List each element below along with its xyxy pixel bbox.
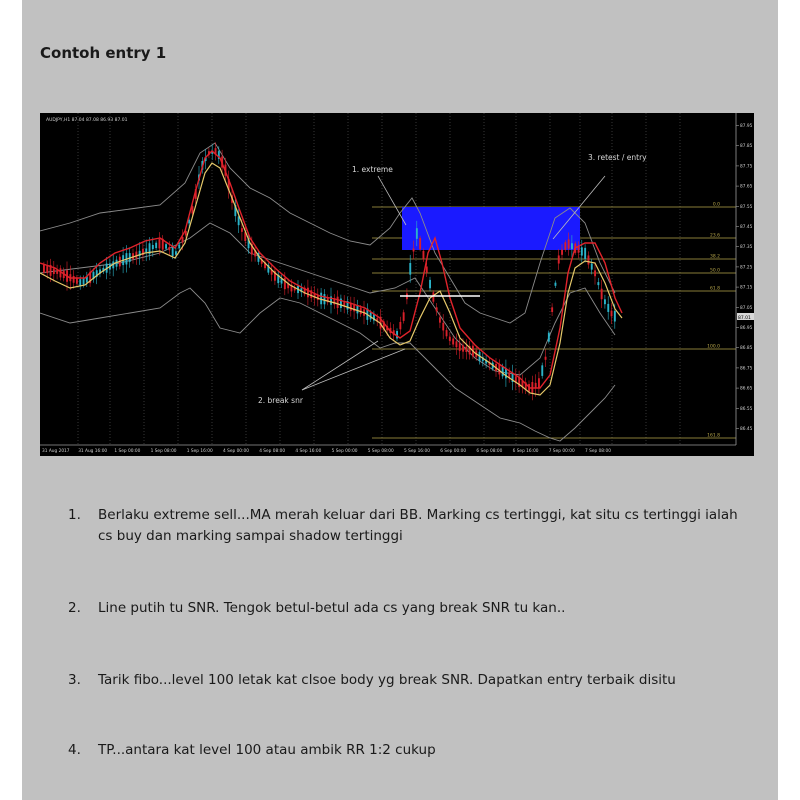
bear-candle (241, 228, 243, 232)
price-label: 86.55 (740, 406, 753, 412)
bull-candle (83, 278, 85, 284)
bull-candle (614, 311, 616, 322)
price-label: 87.25 (740, 265, 753, 271)
bear-candle (353, 305, 355, 312)
bear-candle (535, 383, 537, 388)
extreme-zone (402, 207, 580, 250)
bear-candle (426, 266, 428, 272)
bear-candle (551, 307, 553, 312)
price-label: 86.85 (740, 346, 753, 352)
price-label: 87.35 (740, 245, 753, 251)
symbol-header: AUDJPY,H1 87.04 87.08 86.93 87.01 (46, 118, 128, 123)
fib-level-label: 100.0 (707, 344, 720, 350)
bear-candle (452, 339, 454, 345)
fib-level-label: 0.0 (712, 202, 720, 208)
annotation-retest-entry: 3. retest / entry (588, 153, 647, 162)
bear-candle (568, 239, 570, 248)
fib-level-label: 23.6 (709, 233, 720, 239)
bear-candle (442, 323, 444, 331)
time-label: 6 Sep 00:00 (440, 449, 467, 454)
list-item: 2. Line putih tu SNR. Tengok betul-betul ada cs yang break SNR tu kan.. (68, 600, 566, 616)
time-label: 6 Sep 08:00 (476, 449, 503, 454)
bollinger-bands (40, 143, 615, 441)
price-label: 87.45 (740, 225, 753, 230)
bull-candle (165, 244, 167, 249)
bear-candle (449, 337, 451, 341)
time-scale-labels (42, 448, 611, 454)
list-item: 1. Berlaku extreme sell...MA merah keluar dari BB. Marking cs tertinggi, kat situ cs tertinggi ialah cs buy dan marking sampai shadow tertinggi (68, 507, 738, 544)
bear-candle (73, 276, 75, 283)
fib-level-label: 161.8 (707, 433, 720, 439)
bear-candle (53, 268, 55, 274)
list-item: 3. Tarik fibo...level 100 letak kat clsoe body yg break SNR. Dapatkan entry terbaik disitu (68, 672, 676, 688)
bear-candle (419, 238, 421, 249)
time-label: 4 Sep 08:00 (259, 449, 286, 454)
bull-candle (591, 264, 593, 270)
bull-candle (416, 228, 418, 239)
time-label: 1 Sep 08:00 (150, 449, 177, 454)
bull-candle (541, 365, 543, 376)
bear-candle (159, 239, 161, 248)
bear-candle (588, 255, 590, 264)
price-label: 87.85 (740, 144, 753, 150)
bull-candle (607, 304, 609, 312)
price-label: 87.55 (740, 204, 753, 210)
bull-candle (145, 248, 147, 252)
time-label: 31 Aug 2017 (42, 449, 70, 454)
bear-candle (46, 266, 48, 273)
bull-candle (429, 280, 431, 288)
bear-candle (413, 248, 415, 251)
bear-candle (462, 345, 464, 351)
bull-candle (502, 366, 504, 376)
bear-candle (561, 250, 563, 255)
price-label: 87.75 (740, 164, 753, 170)
bear-candle (56, 270, 58, 274)
price-label: 87.15 (740, 285, 753, 291)
annotation-break-snr: 2. break snr (258, 396, 303, 405)
bear-candle (545, 357, 547, 360)
fib-level-label: 50.0 (709, 268, 720, 274)
bear-candle (456, 341, 458, 347)
bull-candle (175, 251, 177, 254)
bull-candle (152, 245, 154, 249)
bear-candle (423, 251, 425, 260)
time-label: 31 Aug 16:00 (78, 449, 108, 454)
price-chart (40, 113, 754, 456)
time-label: 1 Sep 00:00 (114, 449, 141, 454)
bull-candle (155, 243, 157, 248)
time-label: 5 Sep 00:00 (331, 449, 358, 454)
time-label: 4 Sep 00:00 (223, 449, 249, 454)
ma-red-line (40, 151, 622, 388)
ma-yellow-line (40, 163, 622, 395)
bull-candle (548, 333, 550, 342)
time-label: 1 Sep 16:00 (186, 449, 213, 454)
bear-candle (538, 378, 540, 388)
break-snr-pointer-1 (302, 341, 378, 390)
time-label: 5 Sep 08:00 (367, 449, 394, 454)
bull-candle (178, 245, 180, 249)
bull-candle (571, 243, 573, 249)
bear-candle (439, 317, 441, 322)
bear-candle (594, 270, 596, 276)
bear-candle (578, 247, 580, 253)
price-label: 87.95 (740, 124, 753, 129)
bear-candle (465, 347, 467, 352)
price-label: 86.75 (740, 366, 753, 372)
price-label: 86.65 (740, 386, 753, 392)
time-label: 7 Sep 00:00 (548, 449, 575, 454)
fib-level-label: 61.8 (709, 286, 720, 292)
page-title: Contoh entry 1 (40, 44, 167, 62)
bear-candle (76, 278, 78, 284)
bear-candle (168, 247, 170, 250)
bb-lower (40, 288, 615, 441)
bull-candle (357, 306, 359, 314)
bear-candle (459, 343, 461, 351)
bull-candle (324, 294, 326, 304)
time-label: 7 Sep 08:00 (585, 449, 611, 454)
bull-candle (79, 279, 81, 286)
current-price-label: 87.01 (738, 316, 751, 321)
list-item: 4. TP...antara kat level 100 atau ambik RR 1:2 cukup (68, 742, 436, 758)
break-snr-pointer-2 (302, 349, 405, 390)
vertical-gridlines (78, 113, 680, 445)
bull-candle (581, 247, 583, 255)
bear-candle (307, 288, 309, 298)
bull-candle (320, 293, 322, 305)
bear-candle (182, 237, 184, 243)
bull-candle (555, 283, 557, 286)
bear-candle (564, 242, 566, 249)
time-label: 4 Sep 16:00 (295, 449, 322, 454)
bull-candle (281, 279, 283, 284)
candlestick-chart-svg (40, 113, 754, 456)
bear-candle (558, 255, 560, 263)
bull-candle (584, 248, 586, 259)
bear-candle (43, 265, 45, 273)
candlesticks (43, 142, 616, 400)
bear-candle (611, 311, 613, 317)
fib-level-label: 38.2 (709, 254, 720, 260)
bear-candle (432, 292, 434, 301)
time-label: 6 Sep 16:00 (512, 449, 539, 454)
bull-candle (604, 299, 606, 304)
price-label: 86.95 (740, 326, 753, 331)
price-label: 87.05 (740, 305, 753, 311)
bull-candle (597, 282, 599, 285)
bear-candle (337, 297, 339, 308)
bear-candle (601, 289, 603, 299)
bull-candle (409, 263, 411, 275)
bear-candle (399, 322, 401, 329)
price-label: 86.45 (740, 427, 753, 432)
bear-candle (446, 330, 448, 336)
bear-candle (135, 252, 137, 259)
annotation-extreme: 1. extreme (352, 165, 393, 174)
bear-candle (403, 312, 405, 321)
document-page (22, 0, 778, 800)
time-label: 5 Sep 16:00 (404, 449, 430, 454)
bear-candle (436, 307, 438, 311)
price-label: 87.65 (740, 184, 753, 190)
